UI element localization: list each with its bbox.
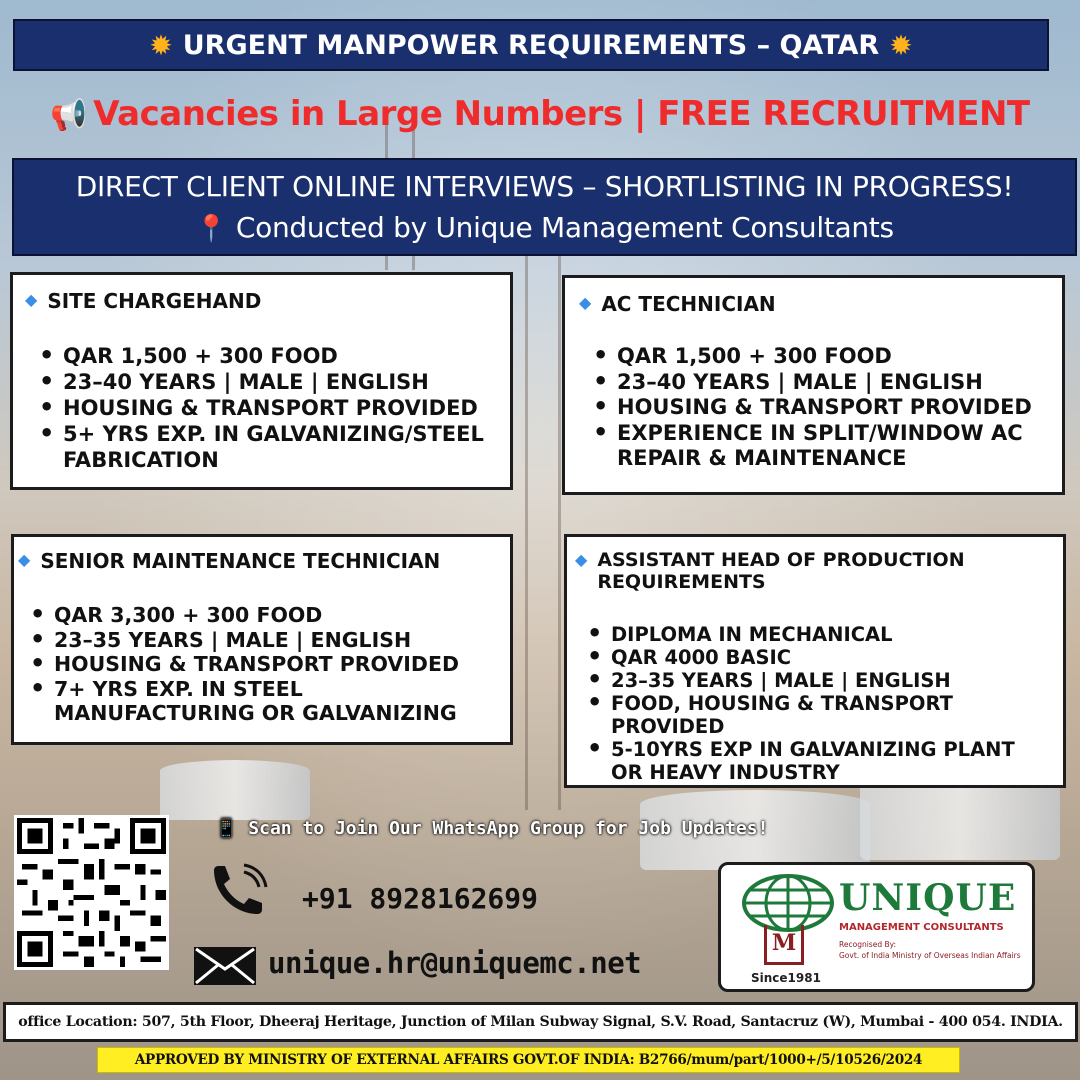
job-title-text: ASSISTANT HEAD OF PRODUCTION REQUIREMENTS [597, 549, 965, 593]
megaphone-icon: 📢 [50, 98, 88, 133]
list-item: • 7+ YRS EXP. IN STEEL MANUFACTURING OR GALVANIZING [28, 677, 510, 726]
logo-subtitle: MANAGEMENT CONSULTANTS [839, 922, 1004, 933]
list-item: • 23–40 YEARS | MALE | ENGLISH [591, 370, 1062, 396]
approval-notice: APPROVED BY MINISTRY OF EXTERNAL AFFAIRS GOVT.OF INDIA: B2766/mum/part/1000+/5/10526/2024 [97, 1047, 960, 1073]
list-item: • HOUSING & TRANSPORT PROVIDED [28, 652, 510, 677]
diamond-icon: ◆ [18, 550, 31, 569]
job-card-senior-maintenance-technician [11, 534, 513, 745]
list-item: • FOOD, HOUSING & TRANSPORT PROVIDED [585, 692, 1049, 738]
job-requirements [37, 343, 510, 473]
globe-icon [741, 873, 836, 933]
envelope-icon [192, 945, 258, 987]
interview-conductor-text: Conducted by Unique Management Consultants [235, 211, 894, 244]
list-item: • DIPLOMA IN MECHANICAL [585, 623, 1049, 646]
office-location: office Location: 507, 5th Floor, Dheeraj Heritage, Junction of Milan Subway Signal, S.V. Road, Santacruz (W), Mumbai - 400 054. INDIA. [3, 1002, 1078, 1042]
company-logo [718, 862, 1035, 992]
logo-recognition-body: Govt. of India Ministry of Overseas Indian Affairs [839, 951, 1021, 960]
job-card-ac-technician [562, 275, 1065, 495]
logo-recognition-label: Recognised By: [839, 940, 897, 949]
pin-icon: 📍 [195, 214, 228, 244]
list-item: • QAR 3,300 + 300 FOOD [28, 603, 510, 628]
job-title [18, 549, 510, 573]
list-item: • EXPERIENCE IN SPLIT/WINDOW AC REPAIR & MAINTENANCE [591, 421, 1062, 472]
scan-instruction [215, 818, 768, 839]
list-item: • 23–35 YEARS | MALE | ENGLISH [585, 669, 1049, 692]
job-title-text: AC TECHNICIAN [601, 292, 776, 316]
job-title-text: SENIOR MAINTENANCE TECHNICIAN [40, 549, 441, 573]
list-item: • HOUSING & TRANSPORT PROVIDED [37, 395, 510, 421]
job-card-site-chargehand [10, 272, 513, 490]
job-title [579, 292, 1062, 316]
list-item: • QAR 1,500 + 300 FOOD [37, 343, 510, 369]
background-derrick [525, 250, 561, 810]
list-item: • 5+ YRS EXP. IN GALVANIZING/STEEL FABRICATION [37, 421, 510, 473]
list-item: • HOUSING & TRANSPORT PROVIDED [591, 395, 1062, 421]
job-title-text: SITE CHARGEHAND [47, 289, 262, 313]
logo-since: Since1981 [751, 971, 821, 985]
list-item: • 23–35 YEARS | MALE | ENGLISH [28, 628, 510, 653]
list-item: • QAR 1,500 + 300 FOOD [591, 344, 1062, 370]
phone-icon [208, 862, 270, 922]
interview-box [12, 158, 1077, 256]
job-title [575, 549, 1049, 593]
diamond-icon: ◆ [575, 550, 588, 569]
job-card-assistant-head-production [564, 534, 1066, 788]
list-item: • QAR 4000 BASIC [585, 646, 1049, 669]
email-address[interactable]: unique.hr@uniquemc.net [268, 946, 642, 980]
logo-name: UNIQUE [839, 877, 1017, 919]
background-tank [160, 760, 310, 820]
sun-icon: ✹ [889, 28, 913, 62]
mobile-phone-icon: 📱 [215, 818, 238, 839]
job-title [25, 289, 510, 313]
job-requirements [591, 344, 1062, 472]
sun-icon: ✹ [149, 28, 173, 62]
header-title-bar [13, 19, 1049, 71]
job-requirements [585, 623, 1049, 784]
job-requirements [28, 603, 510, 726]
scan-instruction-text: Scan to Join Our WhatsApp Group for Job Updates! [248, 818, 769, 839]
interview-conductor [14, 211, 1075, 244]
phone-number[interactable]: +91 8928162699 [302, 882, 539, 915]
whatsapp-qr-code[interactable] [14, 815, 169, 970]
list-item: • 5-10YRS EXP IN GALVANIZING PLANT OR HEAVY INDUSTRY [585, 738, 1049, 784]
diamond-icon: ◆ [25, 290, 38, 309]
vacancy-banner [0, 94, 1080, 134]
header-title: URGENT MANPOWER REQUIREMENTS – QATAR [182, 29, 880, 61]
vacancy-text: Vacancies in Large Numbers | FREE RECRUITMENT [93, 94, 1030, 134]
logo-mark: M [764, 925, 804, 965]
list-item: • 23–40 YEARS | MALE | ENGLISH [37, 369, 510, 395]
interview-headline: DIRECT CLIENT ONLINE INTERVIEWS – SHORTLISTING IN PROGRESS! [75, 170, 1014, 203]
diamond-icon: ◆ [579, 293, 592, 312]
